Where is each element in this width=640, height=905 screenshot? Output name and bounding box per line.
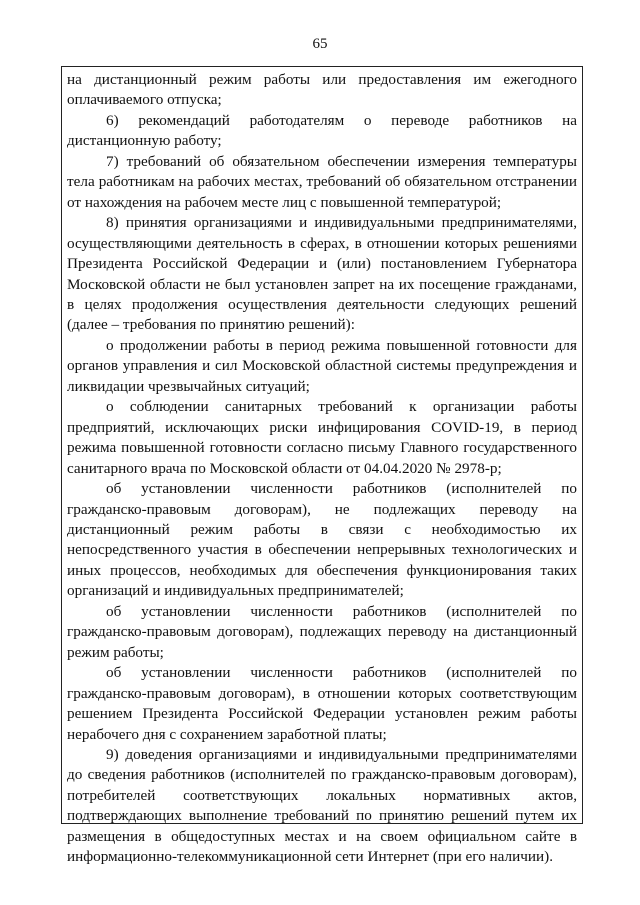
paragraph-item-6: 6) рекомендаций работодателям о переводе работников на дистанционную работу;	[67, 111, 577, 150]
paragraph-item-8: 8) принятия организациями и индивидуальными предпринимателями, осуществляющими деятельность в сферах, в отношении которых решениями Президента Российской Федерации и (или) постановлением Губернатора Московской области не был установлен запрет на их посещение гражданами, в целях продолжения осуществления деятельности следующих решений (далее – требования по принятию решений):	[67, 214, 577, 334]
paragraph-item-9: 9) доведения организациями и индивидуальными предпринимателями до сведения работников (исполнителей по гражданско-правовым договорам), потребителей соответствующих локальных нормативных актов, подтверждающих выполнение требований по принятию решений путем их размещения в общедоступных местах и на своем официальном сайте в информационно-телекоммуникационной сети Интернет (при его наличии).	[67, 745, 577, 866]
paragraph-item-7: 7) требований об обязательном обеспечении измерения температуры тела работникам на рабочих местах, требований об обязательном отстранении от нахождения на рабочем месте лиц с повышенной температурой;	[67, 152, 577, 211]
paragraph-subitem-remote-staff: об установлении численности работников (исполнителей по гражданско-правовым договорам), подлежащих переводу на дистанционный режим работы;	[67, 602, 577, 661]
paragraph-subitem-continuation-of-work: о продолжении работы в период режима повышенной готовности для органов управления и сил Московской областной системы предупреждения и ликвидации чрезвычайных ситуаций;	[67, 336, 577, 395]
paragraph-subitem-paid-non-working-days: об установлении численности работников (исполнителей по гражданско-правовым договорам), в отношении которых соответствующим решением Президента Российской Федерации установлен режим работы нерабочего дня с сохранением заработной платы;	[67, 664, 577, 743]
paragraph-continuation: на дистанционный режим работы или предоставления им ежегодного оплачиваемого отпуска;	[67, 71, 577, 109]
text-frame	[61, 66, 583, 866]
page-number: 65	[312, 36, 328, 52]
paragraph-subitem-non-remote-staff: об установлении численности работников (исполнителей по гражданско-правовым договорам), не подлежащих переводу на дистанционный режим работы в связи с необходимостью их непосредственного участия в обеспечении непрерывных технологических и иных процессов, необходимых для обеспечения функционирования таких организаций и индивидуальных предпринимателей;	[67, 480, 577, 600]
paragraph-subitem-sanitary-requirements: о соблюдении санитарных требований к организации работы предприятий, исключающих риски инфицирования COVID-19, в период режима повышенной готовности согласно письму Главного государственного санитарного врача по Московской области от 04.04.2020 № 2978-р;	[67, 398, 577, 477]
